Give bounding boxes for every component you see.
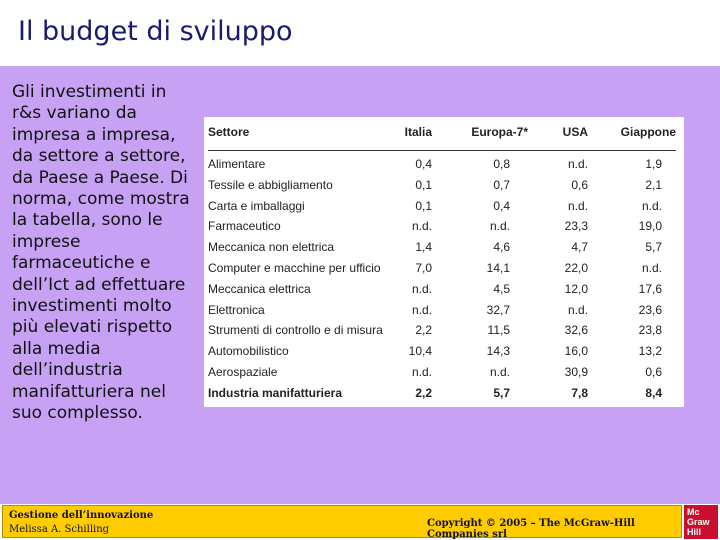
sector-cell: Farmaceutico xyxy=(208,219,281,234)
table-row xyxy=(204,280,684,301)
header-europa: Europa-7* xyxy=(471,125,528,139)
italia-cell: 7,0 xyxy=(415,261,432,275)
usa-cell: 0,6 xyxy=(571,177,588,192)
italia-cell: n.d. xyxy=(411,219,432,234)
italia-cell: 2,2 xyxy=(415,385,432,400)
table-row xyxy=(204,155,684,176)
table-row xyxy=(204,259,684,280)
europa-cell: 0,8 xyxy=(493,157,510,171)
sector-cell: Meccanica elettrica xyxy=(208,281,311,296)
italia-cell: 0,4 xyxy=(415,157,432,171)
italia-cell: n.d. xyxy=(411,281,432,296)
slide-content xyxy=(0,66,720,504)
table-row xyxy=(204,176,684,197)
giappone-cell: 8,4 xyxy=(645,385,662,400)
europa-cell: 32,7 xyxy=(486,302,510,317)
table-row xyxy=(204,342,684,363)
italia-cell: 1,4 xyxy=(415,240,432,255)
usa-cell: n.d. xyxy=(567,198,588,213)
title-bar xyxy=(0,0,720,66)
usa-cell: 4,7 xyxy=(571,240,588,255)
usa-cell: 30,9 xyxy=(564,365,588,379)
header-rule xyxy=(208,150,676,151)
sector-cell: Computer e macchine per ufficio xyxy=(208,261,381,275)
giappone-cell: 2,1 xyxy=(645,177,662,192)
footer xyxy=(0,504,720,540)
sector-cell: Tessile e abbigliamento xyxy=(208,177,333,192)
giappone-cell: n.d. xyxy=(641,261,662,275)
usa-cell: 23,3 xyxy=(564,219,588,234)
header-usa: USA xyxy=(562,125,588,139)
data-table xyxy=(204,117,684,407)
giappone-cell: 23,6 xyxy=(638,302,662,317)
mcgraw-hill-logo: Mc Graw Hill xyxy=(684,505,718,539)
giappone-cell: 0,6 xyxy=(645,365,662,379)
giappone-cell: 19,0 xyxy=(638,219,662,234)
europa-cell: 4,6 xyxy=(493,240,510,255)
footer-bar xyxy=(2,505,682,538)
italia-cell: n.d. xyxy=(411,302,432,317)
table-row xyxy=(204,197,684,218)
table-row xyxy=(204,217,684,238)
copyright-text: Copyright © 2005 – The McGraw-Hill Companies srl xyxy=(427,518,635,540)
sector-cell: Automobilistico xyxy=(208,344,289,359)
europa-cell: 4,5 xyxy=(493,281,510,296)
sector-cell: Industria manifatturiera xyxy=(208,385,343,400)
europa-cell: n.d. xyxy=(489,219,510,234)
giappone-cell: n.d. xyxy=(641,198,662,213)
europa-cell: 0,7 xyxy=(493,177,510,192)
usa-cell: n.d. xyxy=(567,157,588,171)
page-title: Il budget di sviluppo xyxy=(18,16,293,47)
sector-cell: Elettronica xyxy=(208,302,265,317)
table-row xyxy=(204,321,684,342)
europa-cell: 0,4 xyxy=(493,198,510,213)
usa-cell: 7,8 xyxy=(571,385,588,400)
header-settore: Settore xyxy=(208,125,250,139)
header-italia: Italia xyxy=(404,125,432,139)
giappone-cell: 13,2 xyxy=(638,344,662,359)
sector-cell: Meccanica non elettrica xyxy=(208,240,335,255)
usa-cell: 32,6 xyxy=(564,323,588,338)
header-giappone: Giappone xyxy=(620,125,676,139)
giappone-cell: 23,8 xyxy=(638,323,662,338)
europa-cell: n.d. xyxy=(489,365,510,379)
usa-cell: 12,0 xyxy=(564,281,588,296)
usa-cell: n.d. xyxy=(567,302,588,317)
europa-cell: 11,5 xyxy=(487,323,510,338)
sector-cell: Strumenti di controllo e di misura xyxy=(208,323,383,338)
body-paragraph: Gli investimenti in r&s variano da impresa a impresa, da settore a settore, da Paese a Paese. Di norma, come mostra la tabella, sono le imprese farmaceutiche e dell’Ict ad effettuare investimenti molto più elevati rispetto alla media dell’industria manifatturiera nel suo complesso. xyxy=(12,82,190,424)
author-name: Melissa A. Schilling xyxy=(9,524,110,535)
europa-cell: 14,3 xyxy=(486,344,510,359)
italia-cell: 10,4 xyxy=(408,344,432,359)
table-total-row xyxy=(204,384,684,405)
table-row xyxy=(204,363,684,384)
italia-cell: n.d. xyxy=(411,365,432,379)
europa-cell: 14,1 xyxy=(486,261,510,275)
giappone-cell: 1,9 xyxy=(645,157,662,171)
sector-cell: Carta e imballaggi xyxy=(208,198,305,213)
usa-cell: 16,0 xyxy=(564,344,588,359)
giappone-cell: 5,7 xyxy=(645,240,662,255)
giappone-cell: 17,6 xyxy=(638,281,662,296)
italia-cell: 0,1 xyxy=(415,198,432,213)
sector-cell: Alimentare xyxy=(208,157,266,171)
italia-cell: 2,2 xyxy=(415,323,432,338)
course-title: Gestione dell’innovazione xyxy=(9,510,154,521)
sector-cell: Aerospaziale xyxy=(208,365,278,379)
italia-cell: 0,1 xyxy=(415,177,432,192)
europa-cell: 5,7 xyxy=(493,385,510,400)
usa-cell: 22,0 xyxy=(564,261,588,275)
table-row xyxy=(204,238,684,259)
table-row xyxy=(204,301,684,322)
